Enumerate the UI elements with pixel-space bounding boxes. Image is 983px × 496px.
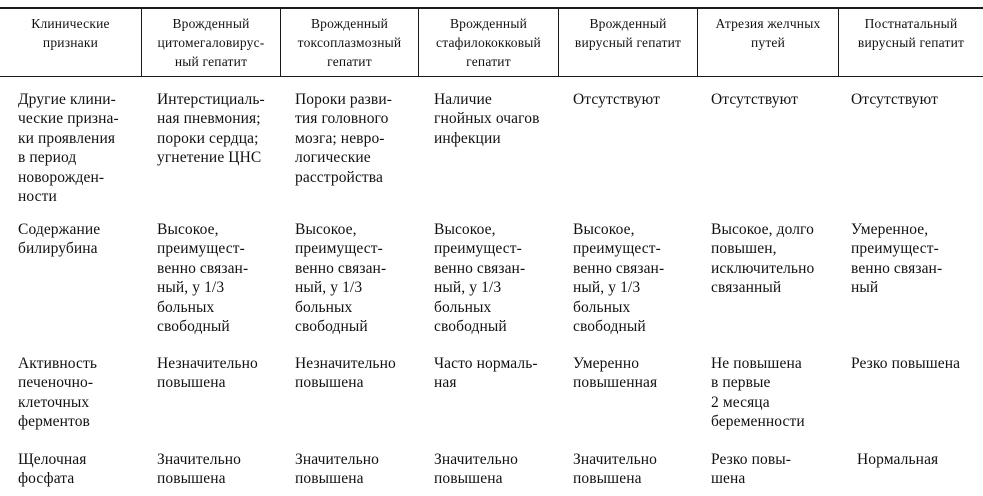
header-postnatal-viral-hepatitis: Постнатальный вирусный гепатит <box>857 16 965 50</box>
table-cell: Не повышена в первые 2 месяца беременности <box>711 355 805 431</box>
header-staphylococcal-hepatitis: Врожденный стафилококковый гепатит <box>436 16 541 69</box>
header-cmv-hepatitis: Врожденный цитомегаловирус- ный гепатит <box>157 16 265 69</box>
header-rule <box>0 76 983 77</box>
table-cell: Незначительно повышена <box>157 355 258 392</box>
row-label: Содержание билирубина <box>18 221 101 258</box>
table-cell: Значительно повышена <box>573 451 658 488</box>
row-label: Активность печеночно- клеточных ферментов <box>18 355 98 431</box>
table-cell: Высокое, преимущест- венно связан- ный, у 1/3 больных свободный <box>295 221 387 336</box>
table-cell: Высокое, преимущест- венно связан- ный, у 1/3 больных свободный <box>434 221 526 336</box>
header-clinical-signs: Клинические признаки <box>31 16 110 50</box>
table-cell: Наличие гнойных очагов инфекции <box>434 91 540 147</box>
table-cell: Нормальная <box>857 451 939 468</box>
row-label: Щелочная фосфата <box>18 451 87 488</box>
table-cell: Высокое, преимущест- венно связан- ный, у 1/3 больных свободный <box>573 221 665 336</box>
table-cell: Резко повышена <box>851 355 961 372</box>
top-rule <box>0 7 983 9</box>
table-cell: Значительно повышена <box>157 451 242 488</box>
table-cell: Высокое, преимущест- венно связан- ный, у 1/3 больных свободный <box>157 221 249 336</box>
table-cell: Отсутствуют <box>573 91 660 108</box>
table-cell: Незначительно повышена <box>295 355 396 392</box>
table-cell: Умеренно повышенная <box>573 355 658 392</box>
table-cell: Резко повы- шена <box>711 451 792 488</box>
header-biliary-atresia: Атрезия желчных путей <box>715 16 821 50</box>
table-cell: Пороки разви- тия головного мозга; невро- логические расстройства <box>295 91 392 186</box>
table-cell: Значительно повышена <box>434 451 519 488</box>
table-cell: Умеренное, преимущест- венно связан- ный <box>851 221 943 297</box>
table-cell: Отсутствуют <box>851 91 938 108</box>
table-cell: Отсутствуют <box>711 91 798 108</box>
header-toxoplasmosis-hepatitis: Врожденный токсоплазмозный гепатит <box>297 16 402 69</box>
header-congenital-viral-hepatitis: Врожденный вирусный гепатит <box>574 16 682 50</box>
table-cell: Значительно повышена <box>295 451 380 488</box>
table-cell: Часто нормаль- ная <box>434 355 538 392</box>
table-cell: Интерстициаль- ная пневмония; пороки сердца; угнетение ЦНС <box>157 91 265 167</box>
row-label: Другие клини- ческие призна- ки проявления в период новорожден- ности <box>18 91 119 206</box>
table-cell: Высокое, долго повышен, исключительно связанный <box>711 221 815 297</box>
